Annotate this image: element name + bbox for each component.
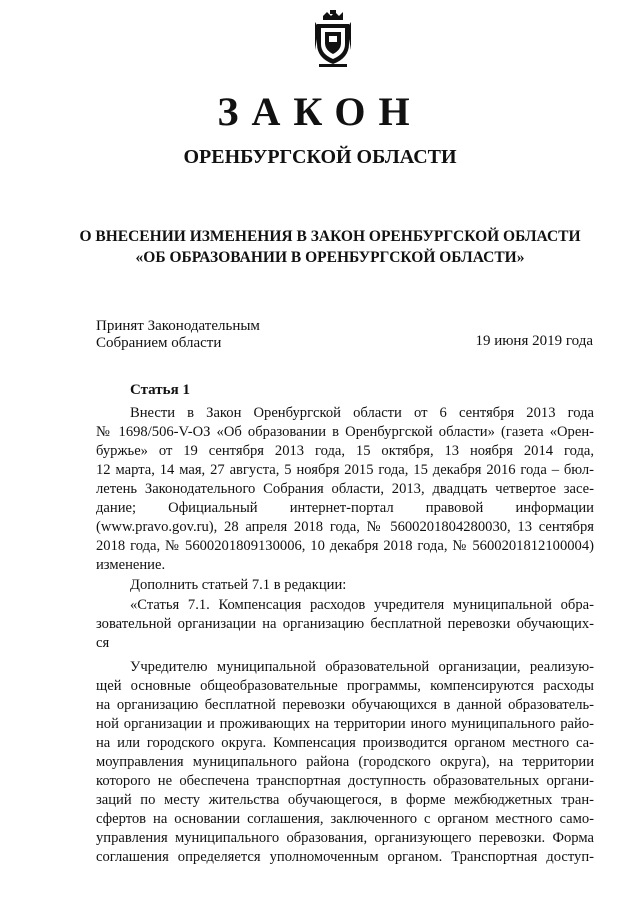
article-title: Статья 1 <box>130 382 190 398</box>
article-line: заций по месту жительства обучающегося, в форме межбюджетных тран- <box>96 792 594 808</box>
article-line: щей основные общеобразовательные программы, компенсируются расходы <box>96 678 594 694</box>
adoption-date: 19 июня 2019 года <box>475 333 593 349</box>
adoption-line-2: Собранием области <box>96 335 222 351</box>
article-line: Внести в Закон Оренбургской области от 6 сентября 2013 года <box>130 405 594 421</box>
article-line: моуправления муниципального района (городского округа), на территории <box>96 754 594 770</box>
article-line: 12 марта, 14 мая, 27 августа, 5 ноября 2015 года, 15 декабря 2016 года – бюл- <box>96 462 594 478</box>
article-line: на организацию бесплатной перевозки обучающихся в данной образователь- <box>96 697 594 713</box>
law-title: ЗАКОН <box>217 89 423 134</box>
article-line: № 1698/506-V-ОЗ «Об образовании в Оренбургской области» (газета «Орен- <box>96 424 594 440</box>
article-line: дание; Официальный интернет-портал правовой информации <box>96 500 594 516</box>
article-line: изменение. <box>96 557 166 573</box>
article-line: Дополнить статьей 7.1 в редакции: <box>130 577 347 593</box>
article-line: летень Законодательного Собрания области, 2013, двадцать четвертое засе- <box>96 481 594 497</box>
article-line: на или городского округа. Компенсация производится органом местного са- <box>96 735 594 751</box>
orenburg-coat-of-arms-icon <box>313 10 353 68</box>
article-line: 2018 года, № 5600201809130006, 10 декабря 2018 года, № 5600201812100004) <box>96 538 594 554</box>
article-line: сфертов на основании соглашения, заключенного с органом местного само- <box>96 811 594 827</box>
article-line: Учредителю муниципальной образовательной организации, реализую- <box>130 659 594 675</box>
adoption-line-1: Принят Законодательным <box>96 318 260 334</box>
article-line: (www.pravo.gov.ru), 28 апреля 2018 года, № 5600201804280030, 13 сентября <box>96 519 594 535</box>
article-line: ся <box>96 635 110 651</box>
article-line: ной организации и проживающих на территории иного муниципального райо- <box>96 716 594 732</box>
article-line: зовательной организации на организацию бесплатной перевозки обучающих- <box>96 616 594 632</box>
law-subject-line-2: «ОБ ОБРАЗОВАНИИ В ОРЕНБУРГСКОЙ ОБЛАСТИ» <box>135 249 525 266</box>
article-line: буржье» от 19 сентября 2013 года, 15 октября, 13 ноября 2014 года, <box>96 443 594 459</box>
region-title: ОРЕНБУРГСКОЙ ОБЛАСТИ <box>183 146 457 168</box>
article-line: «Статья 7.1. Компенсация расходов учредителя муниципальной обра- <box>130 597 594 613</box>
law-subject-line-1: О ВНЕСЕНИИ ИЗМЕНЕНИЯ В ЗАКОН ОРЕНБУРГСКОЙ ОБЛАСТИ <box>79 228 581 245</box>
article-line: соглашения определяется уполномоченным органом. Транспортная доступ- <box>96 849 594 865</box>
article-line: которого не обеспечена транспортная доступность образовательных органи- <box>96 773 594 789</box>
article-line: управления муниципального образования, организующего перевозки. Форма <box>96 830 594 846</box>
